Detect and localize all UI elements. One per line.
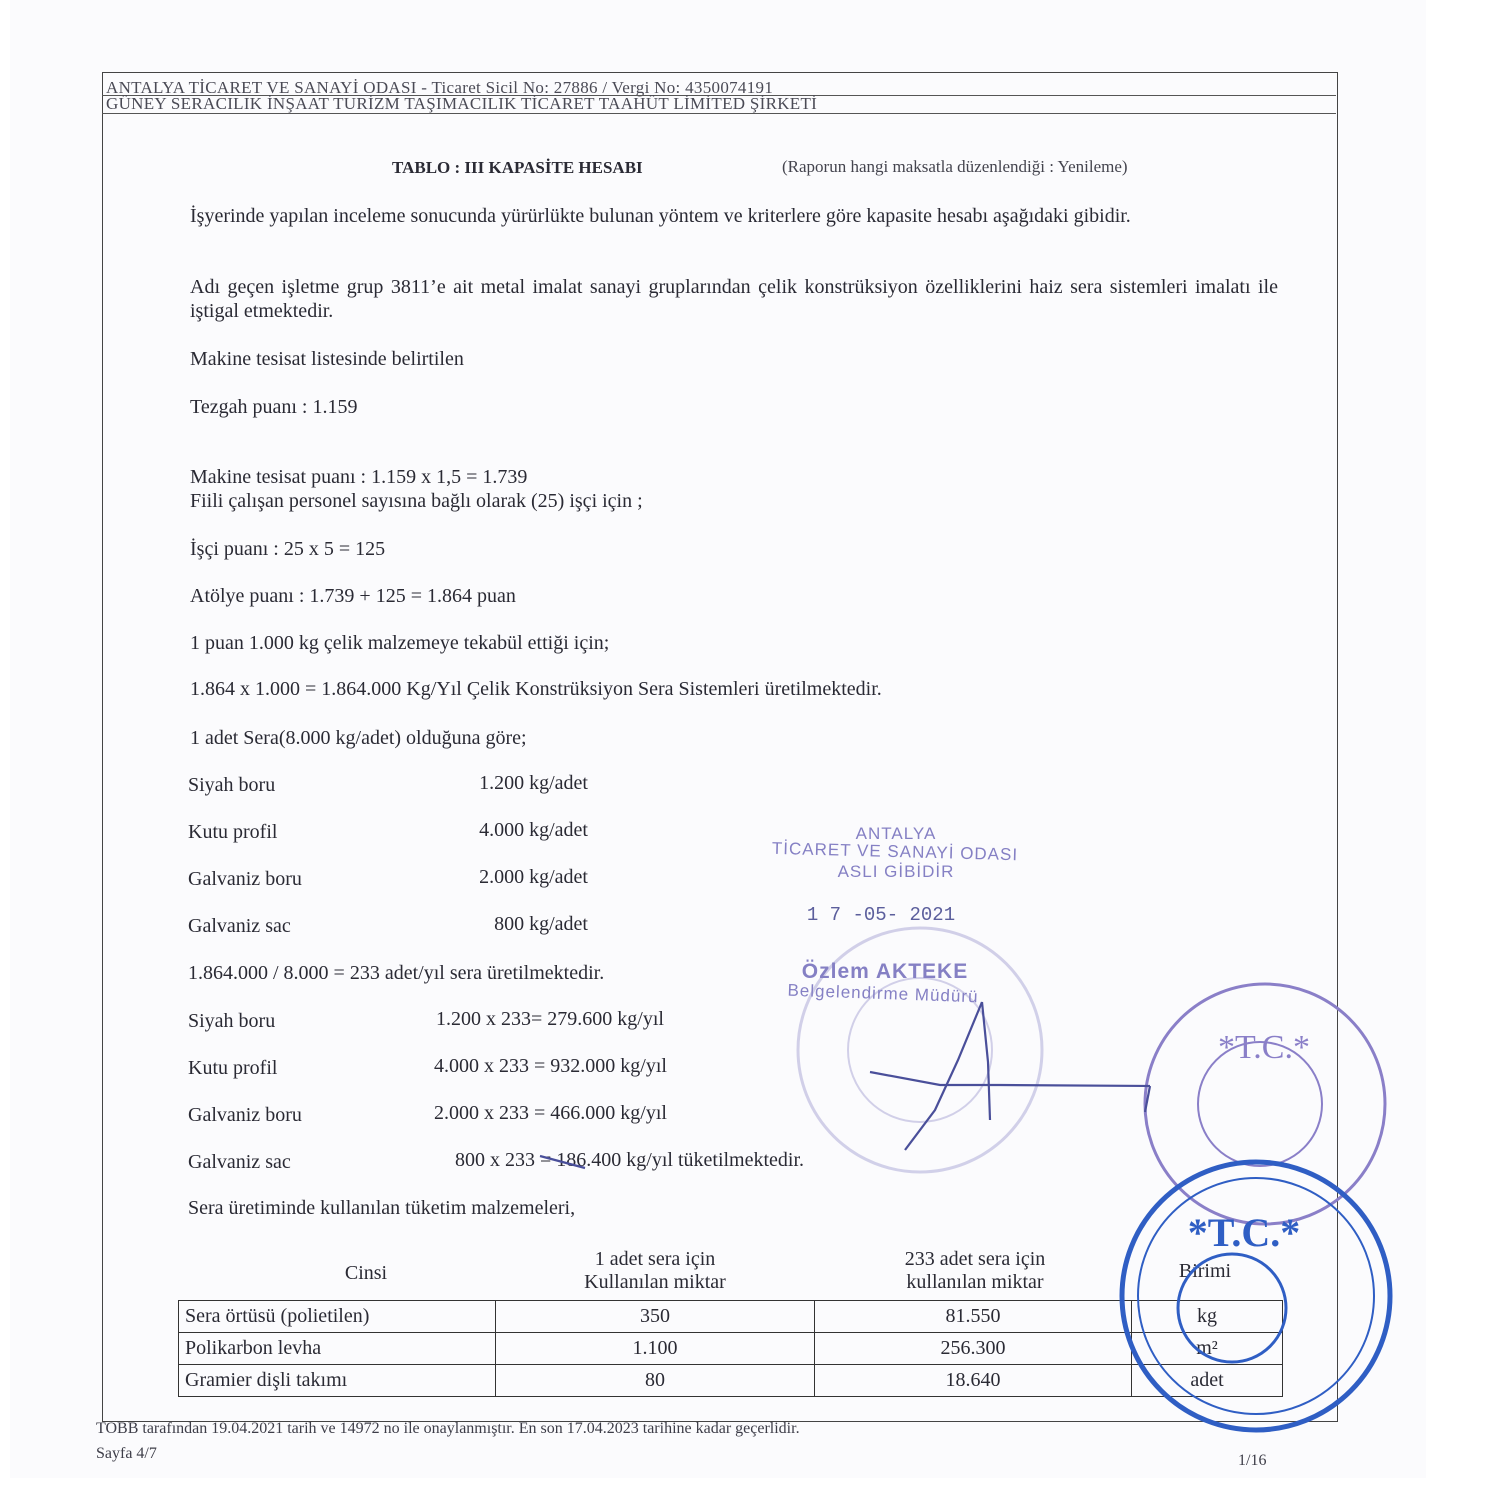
company-header-line: GÜNEY SERACILIK İNŞAAT TURİZM TAŞIMACILIK TİCARET TAAHÜT LİMİTED ŞİRKETİ (106, 94, 818, 113)
stamp-signer-role: Belgelendirme Müdürü (787, 980, 979, 1007)
page-number: Sayfa 4/7 (96, 1445, 157, 1462)
material-name: Kutu profil (188, 1057, 278, 1079)
machine-score-line: Makine tesisat puanı : 1.159 x 1,5 = 1.739 (190, 466, 528, 488)
annual-count-line: 1.864.000 / 8.000 = 233 adet/yıl sera üretilmektedir. (188, 962, 605, 984)
workshop-score-line: Atölye puanı : 1.739 + 125 = 1.864 puan (190, 585, 516, 607)
material-name: Siyah boru (188, 1010, 276, 1032)
cell-per-unit: 1.100 (496, 1333, 815, 1365)
bench-score-line: Tezgah puanı : 1.159 (190, 396, 358, 418)
col-header-line: Kullanılan miktar (584, 1271, 726, 1293)
material-value: 4.000 kg/adet (479, 819, 588, 841)
stamp-certified: ASLI GİBİDİR (837, 862, 955, 881)
material-value: 800 kg/adet (494, 913, 588, 935)
consumables-heading: Sera üretiminde kullanılan tüketim malzemeleri, (188, 1197, 576, 1219)
score-equivalence-line: 1 puan 1.000 kg çelik malzemeye tekabül ettiği için; (190, 632, 610, 654)
chamber-seal (1145, 984, 1385, 1224)
stamp-signer-name: Özlem AKTEKE (801, 960, 969, 983)
greenhouse-unit-line: 1 adet Sera(8.000 kg/adet) olduğuna göre; (190, 727, 527, 749)
material-name: Siyah boru (188, 774, 276, 796)
approval-note: TOBB tarafından 19.04.2021 tarih ve 14972 no ile onaylanmıştır. En son 17.04.2023 tarihine kadar geçerlidir. (96, 1420, 800, 1437)
signature (540, 1002, 1150, 1168)
document-page-number: 1/16 (1238, 1452, 1267, 1469)
col-header-line: kullanılan miktar (906, 1271, 1044, 1293)
material-name: Galvaniz boru (188, 868, 302, 890)
cell-cinsi: Polikarbon levha (179, 1333, 496, 1365)
col-header-cinsi: Cinsi (344, 1262, 388, 1284)
material-value: 1.200 kg/adet (479, 772, 588, 794)
cell-per-unit: 80 (496, 1365, 815, 1397)
cell-per-unit: 350 (496, 1301, 815, 1333)
cell-cinsi: Gramier dişli takımı (179, 1365, 496, 1397)
col-header-line: 1 adet sera için (594, 1248, 716, 1270)
table-title: TABLO : III KAPASİTE HESABI (392, 158, 643, 177)
material-value: 800 x 233 = 186.400 kg/yıl tüketilmektedir. (455, 1149, 805, 1171)
machine-list-line: Makine tesisat listesinde belirtilen (190, 348, 464, 370)
cell-unit: kg (1132, 1301, 1283, 1333)
report-purpose: (Raporun hangi maksatla düzenlendiği : Yenileme) (782, 157, 1128, 176)
stamp-date: 1 7 -05- 2021 (806, 904, 956, 926)
faded-chamber-seal (798, 928, 1042, 1172)
production-line: 1.864 x 1.000 = 1.864.000 Kg/Yıl Çelik Konstrüksiyon Sera Sistemleri üretilmektedir. (190, 678, 882, 700)
cell-total: 18.640 (815, 1365, 1132, 1397)
stamp-chamber: TİCARET VE SANAYİ ODASI (771, 838, 1019, 865)
material-name: Galvaniz boru (188, 1104, 302, 1126)
intro-paragraph: İşyerinde yapılan inceleme sonucunda yürürlükte bulunan yöntem ve kriterlere göre kapasite hesabı aşağıdaki gibidir. (190, 205, 1131, 227)
material-value: 1.200 x 233= 279.600 kg/yıl (436, 1008, 664, 1030)
material-name: Galvaniz sac (188, 915, 291, 937)
cell-total: 81.550 (815, 1301, 1132, 1333)
material-name: Galvaniz sac (188, 1151, 291, 1173)
chamber-header-line: ANTALYA TİCARET VE SANAYİ ODASI - Ticaret Sicil No: 27886 / Vergi No: 4350074191 (106, 78, 774, 97)
stamp-city: ANTALYA (855, 824, 937, 843)
cell-unit: adet (1132, 1365, 1283, 1397)
activity-paragraph: Adı geçen işletme grup 3811’e ait metal imalat sanayi gruplarından çelik konstrüksiyon özelliklerini haiz sera sistemleri imalatı ile iştigal etmektedir. (190, 276, 1278, 322)
cell-unit: m² (1132, 1333, 1283, 1365)
svg-text:*T.C.*: *T.C.* (1187, 1210, 1301, 1255)
col-header-birimi: Birimi (1178, 1260, 1232, 1282)
material-value: 2.000 kg/adet (479, 866, 588, 888)
personnel-line: Fiili çalışan personel sayısına bağlı olarak (25) işçi için ; (190, 490, 643, 512)
cell-cinsi: Sera örtüsü (polietilen) (179, 1301, 496, 1333)
tobb-seal (1122, 1162, 1390, 1430)
col-header-line: 233 adet sera için (904, 1248, 1046, 1270)
material-name: Kutu profil (188, 821, 278, 843)
worker-score-line: İşçi puanı : 25 x 5 = 125 (190, 538, 386, 560)
svg-text:*T.C.*: *T.C.* (1218, 1029, 1310, 1066)
material-value: 4.000 x 233 = 932.000 kg/yıl (434, 1055, 667, 1077)
material-value: 2.000 x 233 = 466.000 kg/yıl (434, 1102, 667, 1124)
cell-total: 256.300 (815, 1333, 1132, 1365)
